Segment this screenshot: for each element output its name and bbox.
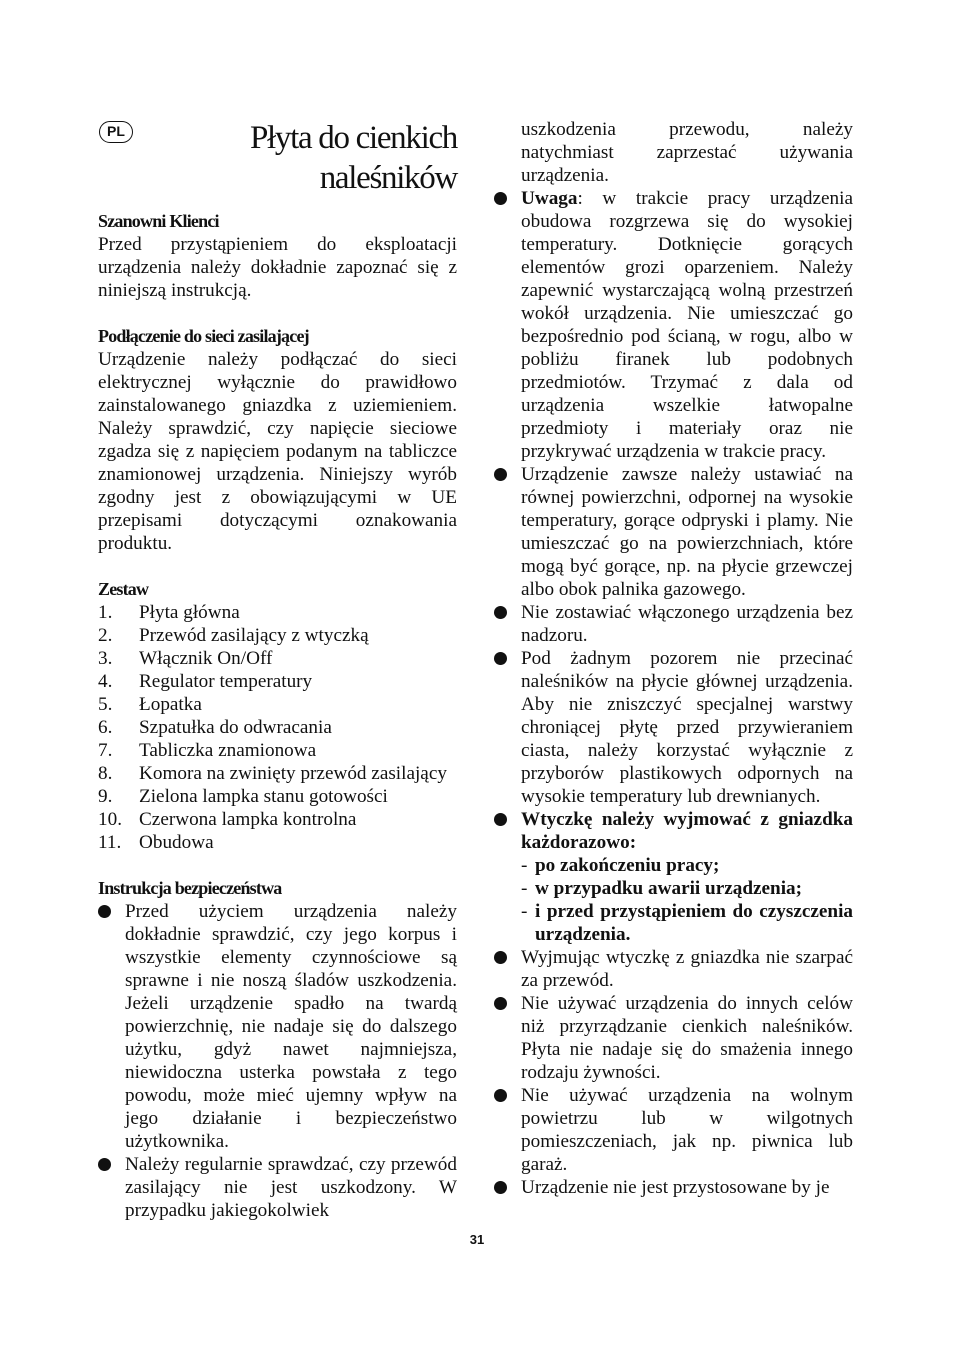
item-number: 10. xyxy=(98,809,122,830)
connection-text: Urządzenie należy podłączać do sieci elektrycznej wyłącznie do prawidłowo zainstalowanego gniazdka z uziemieniem. Należy sprawdzić, czy napięcie sieciowe zgadza się z napięciem podanym na tabliczce znamionowej urządzenia. Niniejszy wyrób zgodny jest z obowiązującymi w UE przepisami dotyczącymi oznakowania produktu. xyxy=(98,349,457,554)
safety-text-11: Urządzenie nie jest przystosowane by je xyxy=(521,1177,830,1198)
list-item: - po zakończeniu pracy; xyxy=(521,855,720,876)
list-item xyxy=(98,739,457,762)
item-number: 2. xyxy=(98,625,113,646)
condition-3: i przed przystąpieniem do czyszczenia urządzenia. xyxy=(535,901,853,945)
safety-text-10: Nie używać urządzenia na wolnym powietrzu lub w wilgotnych pomieszczeniach, jak np. piwnica lub garaż. xyxy=(521,1085,853,1175)
bullet-icon xyxy=(494,951,507,964)
safety-heading: Instrukcja bezpieczeństwa xyxy=(98,878,282,898)
item-number: 4. xyxy=(98,671,113,692)
list-item xyxy=(98,1153,457,1222)
item-label: Zielona lampka stanu gotowości xyxy=(139,786,388,807)
list-item xyxy=(98,716,457,739)
list-item xyxy=(98,647,457,670)
safety-text-1: Przed użyciem urządzenia należy dokładnie sprawdzić, czy jego korpus i wszystkie elementy czynnościowe są sprawne i nie noszą śladów uszkodzenia. Jeżeli urządzenie spadło na twardą powierzchnię, nie nadaje się do dalszego użytku, gdyż nawet najmniejsza, niewidoczna usterka powstała z tego powodu, może mieć ujemny wpływ na jego działanie i bezpieczeństwo użytkownika. xyxy=(125,901,457,1152)
safety-text-5: Nie zostawiać włączonego urządzenia bez nadzoru. xyxy=(521,602,853,646)
safety-list-left xyxy=(98,900,457,1222)
bullet-icon xyxy=(494,606,507,619)
bullet-icon xyxy=(98,905,111,918)
safety-text-6: Pod żadnym pozorem nie przecinać naleśników na płycie głównej urządzenia. Aby nie zniszczyć specjalnej warstwy chroniącej płytę przed przywieraniem ciasta, należy korzystać wyłącznie z przyborów plastikowych odpornych na wysokie temperatury lub drewnianych. xyxy=(521,648,853,807)
item-number: 5. xyxy=(98,694,113,715)
list-item xyxy=(494,808,853,946)
bullet-icon xyxy=(494,652,507,665)
list-item xyxy=(98,624,457,647)
list-item xyxy=(98,900,457,1153)
list-item: - i przed przystąpieniem do czyszczenia urządzenia. xyxy=(521,901,853,945)
right-column xyxy=(494,118,853,1199)
bullet-icon xyxy=(494,813,507,826)
intro-heading: Szanowni Klienci xyxy=(98,211,219,231)
list-item xyxy=(494,601,853,647)
list-item xyxy=(494,1084,853,1176)
title-line-1: Płyta do cienkich xyxy=(249,120,457,156)
item-label: Płyta główna xyxy=(139,602,240,623)
safety-text-2b: uszkodzenia przewodu, należy natychmiast zaprzestać używania urządzenia. xyxy=(521,119,853,186)
bullet-icon xyxy=(494,192,507,205)
item-label: Obudowa xyxy=(139,832,214,853)
safety-text-2a: Należy regularnie sprawdzać, czy przewód zasilający nie jest uszkodzony. W przypadku jakiegokolwiek xyxy=(125,1154,457,1221)
page-number: 31 xyxy=(469,1232,485,1247)
bullet-icon xyxy=(494,468,507,481)
list-item: - w przypadku awarii urządzenia; xyxy=(521,878,803,899)
kit-heading: Zestaw xyxy=(98,579,149,599)
item-number: 6. xyxy=(98,717,113,738)
item-number: 3. xyxy=(98,648,113,669)
kit-list xyxy=(98,601,457,854)
list-item xyxy=(98,808,457,831)
item-label: Łopatka xyxy=(139,694,202,715)
title-line-2: naleśników xyxy=(319,160,457,196)
language-badge: PL xyxy=(99,121,133,143)
page-title xyxy=(98,118,457,198)
item-label: Czerwona lampka kontrolna xyxy=(139,809,357,830)
list-item xyxy=(98,762,457,785)
condition-2: w przypadku awarii urządzenia; xyxy=(535,878,803,899)
unplug-conditions xyxy=(521,854,853,946)
list-item xyxy=(494,647,853,808)
item-label: Regulator temperatury xyxy=(139,671,313,692)
list-item xyxy=(494,946,853,992)
list-item xyxy=(494,463,853,601)
safety-text-3: : w trakcie pracy urządzenia obudowa rozgrzewa się do wysokiej temperatury. Dotknięcie gorących elementów grozi oparzeniem. Należy zapewnić wystarczającą wolną przestrzeń wokół urządzenia. Nie umieszczać go bezpośrednio pod ścianą, w rogu, albo w pobliżu firanek lub podobnych przedmiotów. Trzymać z dala od urządzenia wszelkie łatwopalne przedmioty i materiały oraz nie przykrywać urządzenia w trakcie pracy. xyxy=(521,188,853,462)
item-number: 7. xyxy=(98,740,113,761)
connection-heading: Podłączenie do sieci zasilającej xyxy=(98,326,309,346)
item-number: 1. xyxy=(98,602,113,623)
list-item xyxy=(98,693,457,716)
item-number: 11. xyxy=(98,832,122,853)
item-label: Komora na zwinięty przewód zasilający xyxy=(139,763,447,784)
safety-list-right xyxy=(494,118,853,1199)
item-number: 9. xyxy=(98,786,113,807)
item-label: Przewód zasilający z wtyczką xyxy=(139,625,369,646)
list-item xyxy=(98,831,457,854)
bullet-icon xyxy=(494,997,507,1010)
safety-text-8: Wyjmując wtyczkę z gniazdka nie szarpać za przewód. xyxy=(521,947,853,991)
bullet-icon xyxy=(494,1181,507,1194)
bullet-icon xyxy=(98,1158,111,1171)
bullet-icon xyxy=(494,1089,507,1102)
safety-text-9: Nie używać urządzenia do innych celów niż przyrządzanie cienkich naleśników. Płyta nie nadaje się do smażenia innego rodzaju żywności. xyxy=(521,993,853,1083)
item-label: Tabliczka znamionowa xyxy=(139,740,317,761)
list-item xyxy=(98,670,457,693)
list-item xyxy=(494,118,853,187)
list-item xyxy=(494,992,853,1084)
item-label: Włącznik On/Off xyxy=(139,648,273,669)
item-number: 8. xyxy=(98,763,113,784)
safety-text-4: Urządzenie zawsze należy ustawiać na równej powierzchni, odpornej na wysokie temperatury, gorące odpryski i plamy. Nie umieszczać go na powierzchniach, które mogą być gorące, np. na płycie grzewczej albo obok palnika gazowego. xyxy=(521,464,853,600)
condition-1: po zakończeniu pracy; xyxy=(535,855,720,876)
safety-text-7: Wtyczkę należy wyjmować z gniazdka każdorazowo: xyxy=(521,809,853,853)
list-item xyxy=(494,1176,853,1199)
list-item xyxy=(98,601,457,624)
list-item xyxy=(494,187,853,463)
intro-text: Przed przystąpieniem do eksploatacji urządzenia należy dokładnie zapoznać się z niniejszą instrukcją. xyxy=(98,234,457,301)
left-column xyxy=(98,118,457,1222)
list-item xyxy=(98,785,457,808)
item-label: Szpatułka do odwracania xyxy=(139,717,332,738)
warning-label: Uwaga xyxy=(521,188,578,209)
